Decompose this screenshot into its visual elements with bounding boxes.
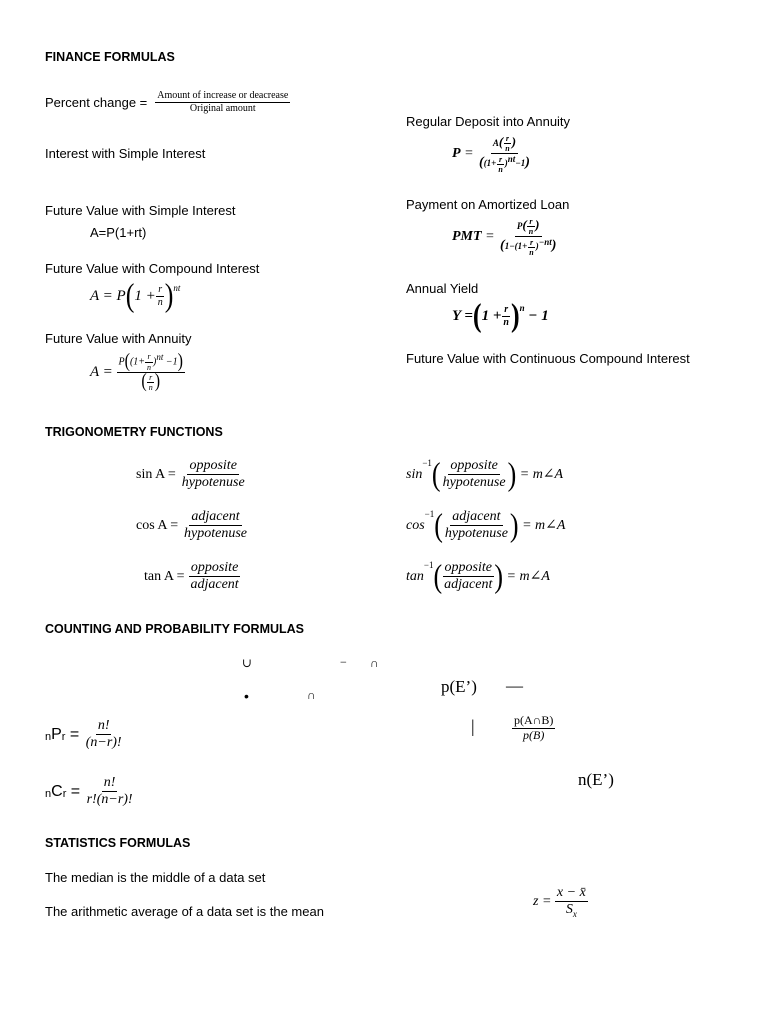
finance-heading: FINANCE FORMULAS bbox=[45, 50, 175, 64]
p-complement: p(E’) bbox=[441, 677, 477, 696]
z-denominator: $S_x$ bbox=[565, 902, 577, 919]
percent-change-fraction bbox=[155, 90, 290, 114]
continuous-label: Future Value with Continuous Compound Interest bbox=[406, 351, 690, 366]
intersect-symbol: ∩ bbox=[370, 656, 379, 670]
arctan-label: tan bbox=[406, 568, 424, 584]
n-complement: n(E’) bbox=[578, 770, 614, 789]
trig-heading: TRIGONOMETRY FUNCTIONS bbox=[45, 425, 223, 439]
cos-formula bbox=[136, 509, 249, 542]
mean-text: The arithmetic average of a data set is the mean bbox=[45, 904, 324, 919]
tan-fraction: $\frac{\text{opposite}}{\text{adjacent}}$ bbox=[190, 560, 239, 593]
combination-formula: n C r = $\frac{n!}{r!(n-r)!}$ bbox=[45, 775, 133, 808]
cond-denominator: p(B) bbox=[523, 727, 545, 742]
arccos-label: cos bbox=[406, 517, 425, 533]
percent-change-label: Percent change = bbox=[45, 94, 148, 110]
annual-yield-label: Annual Yield bbox=[406, 281, 479, 296]
dash: — bbox=[506, 676, 523, 695]
conditional-bar: | bbox=[471, 716, 475, 736]
percent-change-formula bbox=[45, 90, 290, 114]
amortized-formula: PMT = P( $\frac{r}{n}$ ) (1−(1+ $\frac{r}{n}$ )$^{-nt}$) bbox=[452, 216, 557, 257]
arcsin-formula: sin $^{-1}$ ( $\frac{\text{opposite}}{\text{hypotenuse}}$ ) = m∠A bbox=[406, 455, 564, 493]
fv-compound-label: Future Value with Compound Interest bbox=[45, 261, 260, 276]
median-text: The median is the middle of a data set bbox=[45, 870, 266, 885]
arccos-formula: cos $^{-1}$ ( $\frac{\text{adjacent}}{\text{hypotenuse}}$ ) = m∠A bbox=[406, 506, 566, 544]
union-symbol: ∪ bbox=[242, 656, 253, 670]
cos-fraction: $\frac{\text{adjacent}}{\text{hypotenuse}}$ bbox=[184, 509, 247, 542]
cos-label: cos A = bbox=[136, 517, 179, 533]
permutation-formula: n P r = $\frac{n!}{(n-r)!}$ bbox=[45, 718, 122, 751]
tan-label: tan A = bbox=[144, 568, 185, 584]
fv-simple-label: Future Value with Simple Interest bbox=[45, 203, 236, 218]
minus-symbol: − bbox=[340, 655, 347, 669]
bullet-mark: • bbox=[244, 688, 249, 704]
counting-heading: COUNTING AND PROBABILITY FORMULAS bbox=[45, 622, 305, 636]
tan-formula bbox=[144, 560, 241, 593]
regular-deposit-label: Regular Deposit into Annuity bbox=[406, 114, 571, 129]
arctan-formula: tan $^{-1}$ ( $\frac{\text{opposite}}{\text{adjacent}}$ ) = m∠A bbox=[406, 557, 550, 595]
amortized-label: Payment on Amortized Loan bbox=[406, 197, 570, 212]
intersect-symbol-2: ∩ bbox=[307, 688, 316, 702]
percent-change-numerator: Amount of increase or deacrease bbox=[157, 90, 289, 101]
percent-change-denominator: Original amount bbox=[189, 102, 256, 114]
simple-interest-label: Interest with Simple Interest bbox=[45, 146, 206, 161]
fv-compound-formula: A = P ( 1 + $\frac{r}{n}$ ) $^{nt}$ bbox=[90, 277, 181, 314]
sin-label: sin A = bbox=[136, 466, 176, 482]
sin-fraction: $\frac{\text{opposite}}{\text{hypotenuse}}$ bbox=[181, 458, 245, 491]
conditional-fraction bbox=[512, 714, 555, 743]
cond-numerator: p(A∩B) bbox=[514, 713, 554, 727]
annual-yield-formula: Y = ( 1 + $\frac{r}{n}$ ) $^n$ − 1 bbox=[452, 297, 549, 334]
fv-simple-formula: A=P(1+rt) bbox=[90, 225, 147, 240]
stats-heading: STATISTICS FORMULAS bbox=[45, 836, 191, 850]
z-label: z = bbox=[533, 894, 552, 910]
arcsin-label: sin bbox=[406, 466, 423, 482]
fv-annuity-formula: A = P((1+ $\frac{r}{n}$ )$^{nt}$ −1) ( $\frac{r}{n}$ ) bbox=[90, 350, 183, 393]
z-score-formula bbox=[533, 885, 588, 919]
regular-deposit-formula: P = A( $\frac{r}{n}$ ) ((1+ $\frac{r}{n}$ )$^{nt}$−1) bbox=[452, 133, 530, 174]
z-numerator: x − x̄ bbox=[555, 885, 588, 902]
sin-formula bbox=[136, 458, 247, 491]
fv-annuity-label: Future Value with Annuity bbox=[45, 331, 192, 346]
